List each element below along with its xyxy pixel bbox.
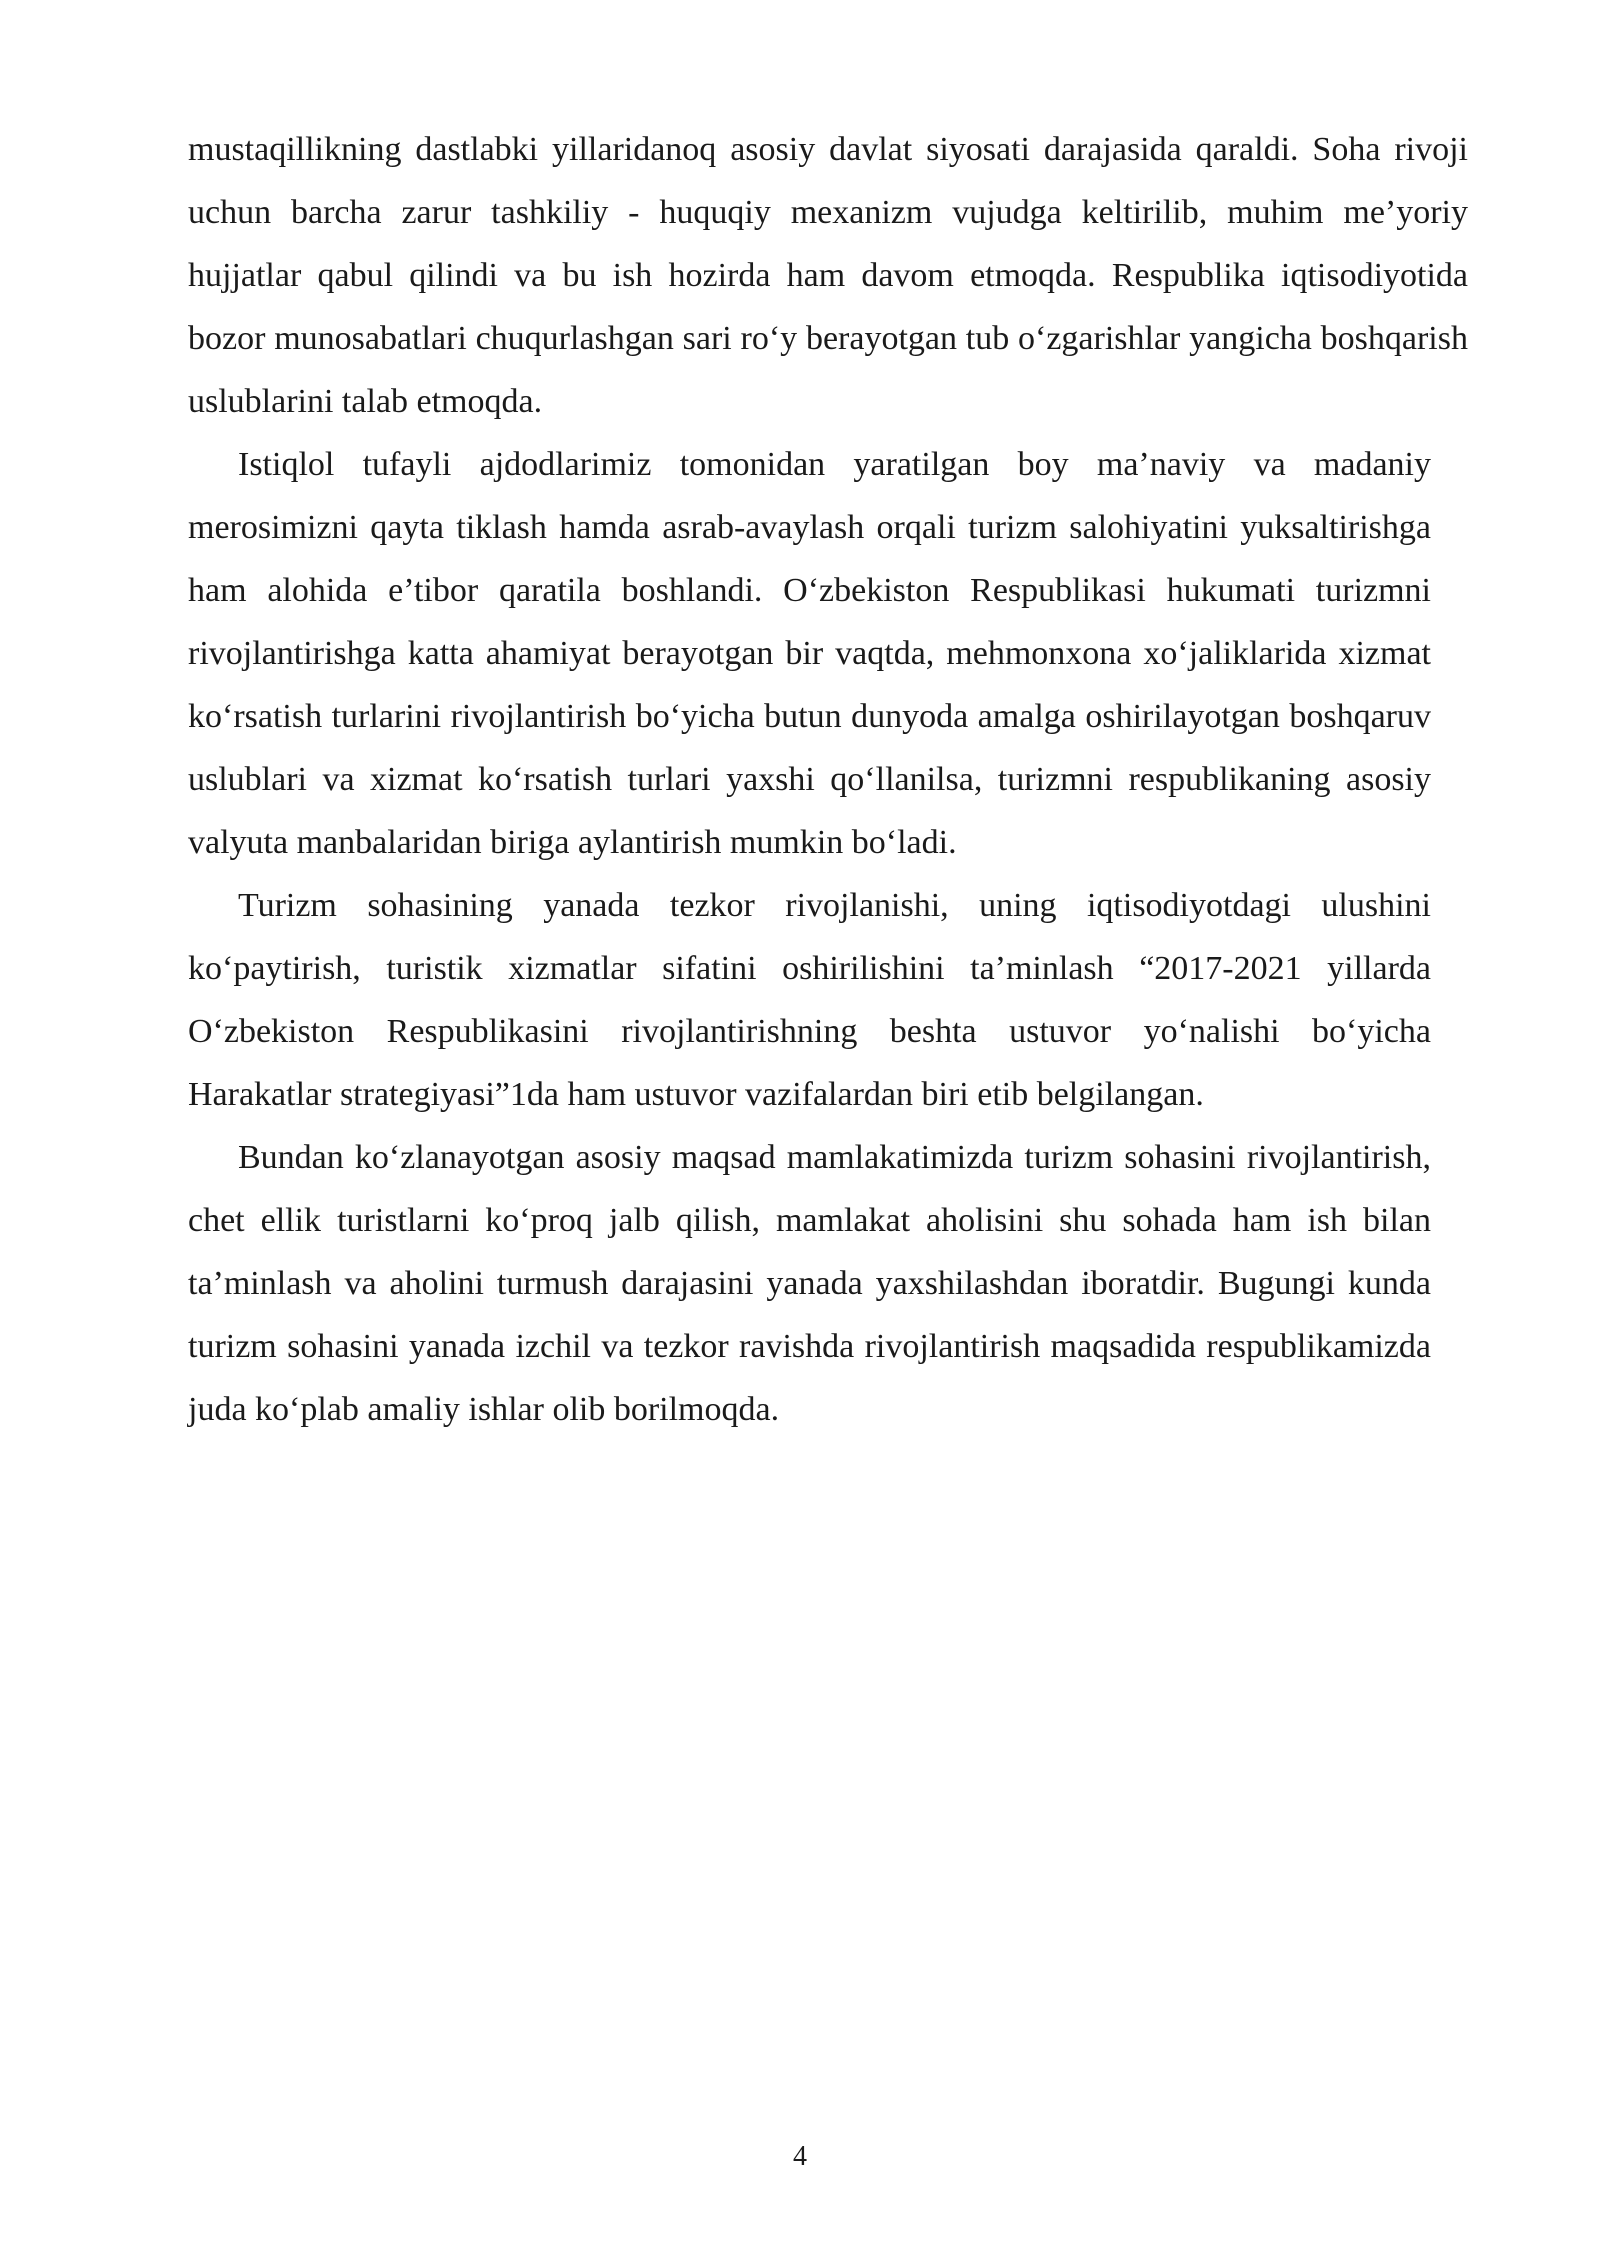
paragraph-3: Turizm sohasining yanada tezkor rivojlanishi, uning iqtisodiyotdagi ulushini ko‘paytirish, turistik xizmatlar sifatini oshirilishini ta’minlash “2017-2021 yillarda O‘zbekiston Respublikasini rivojlantirishning beshta ustuvor yo‘nalishi bo‘yicha Harakatlar strategiyasi”1da ham ustuvor vazifalardan biri etib belgilangan. bbox=[188, 887, 1431, 1113]
paragraph-4: Bundan ko‘zlanayotgan asosiy maqsad mamlakatimizda turizm sohasini rivojlantirish, chet ellik turistlarni ko‘proq jalb qilish, mamlakat aholisini shu sohada ham ish bilan ta’minlash va aholini turmush darajasini yanada yaxshilashdan iboratdir. Bugungi kunda turizm sohasini yanada izchil va tezkor ravishda rivojlantirish maqsadida respublikamizda juda ko‘plab amaliy ishlar olib borilmoqda. bbox=[188, 1139, 1431, 1428]
paragraph-1: mustaqillikning dastlabki yillaridanoq asosiy davlat siyosati darajasida qaraldi. Soha rivoji uchun barcha zarur tashkiliy - huquqiy mexanizm vujudga keltirilib, muhim me’yoriy hujjatlar qabul qilindi va bu ish hozirda ham davom etmoqda. Respublika iqtisodiyotida bozor munosabatlari chuqurlashgan sari ro‘y berayotgan tub o‘zgarishlar yangicha boshqarish uslublarini talab etmoqda. bbox=[188, 131, 1468, 420]
body-text bbox=[188, 118, 1468, 1441]
page-number: 4 bbox=[793, 2141, 807, 2172]
paragraph-2: Istiqlol tufayli ajdodlarimiz tomonidan yaratilgan boy ma’naviy va madaniy merosimizni qayta tiklash hamda asrab-avaylash orqali turizm salohiyatini yuksaltirishga ham alohida e’tibor qaratila boshlandi. O‘zbekiston Respublikasi hukumati turizmni rivojlantirishga katta ahamiyat berayotgan bir vaqtda, mehmonxona xo‘jaliklarida xizmat ko‘rsatish turlarini rivojlantirish bo‘yicha butun dunyoda amalga oshirilayotgan boshqaruv uslublari va xizmat ko‘rsatish turlari yaxshi qo‘llanilsa, turizmni respublikaning asosiy valyuta manbalaridan biriga aylantirish mumkin bo‘ladi. bbox=[188, 446, 1431, 861]
